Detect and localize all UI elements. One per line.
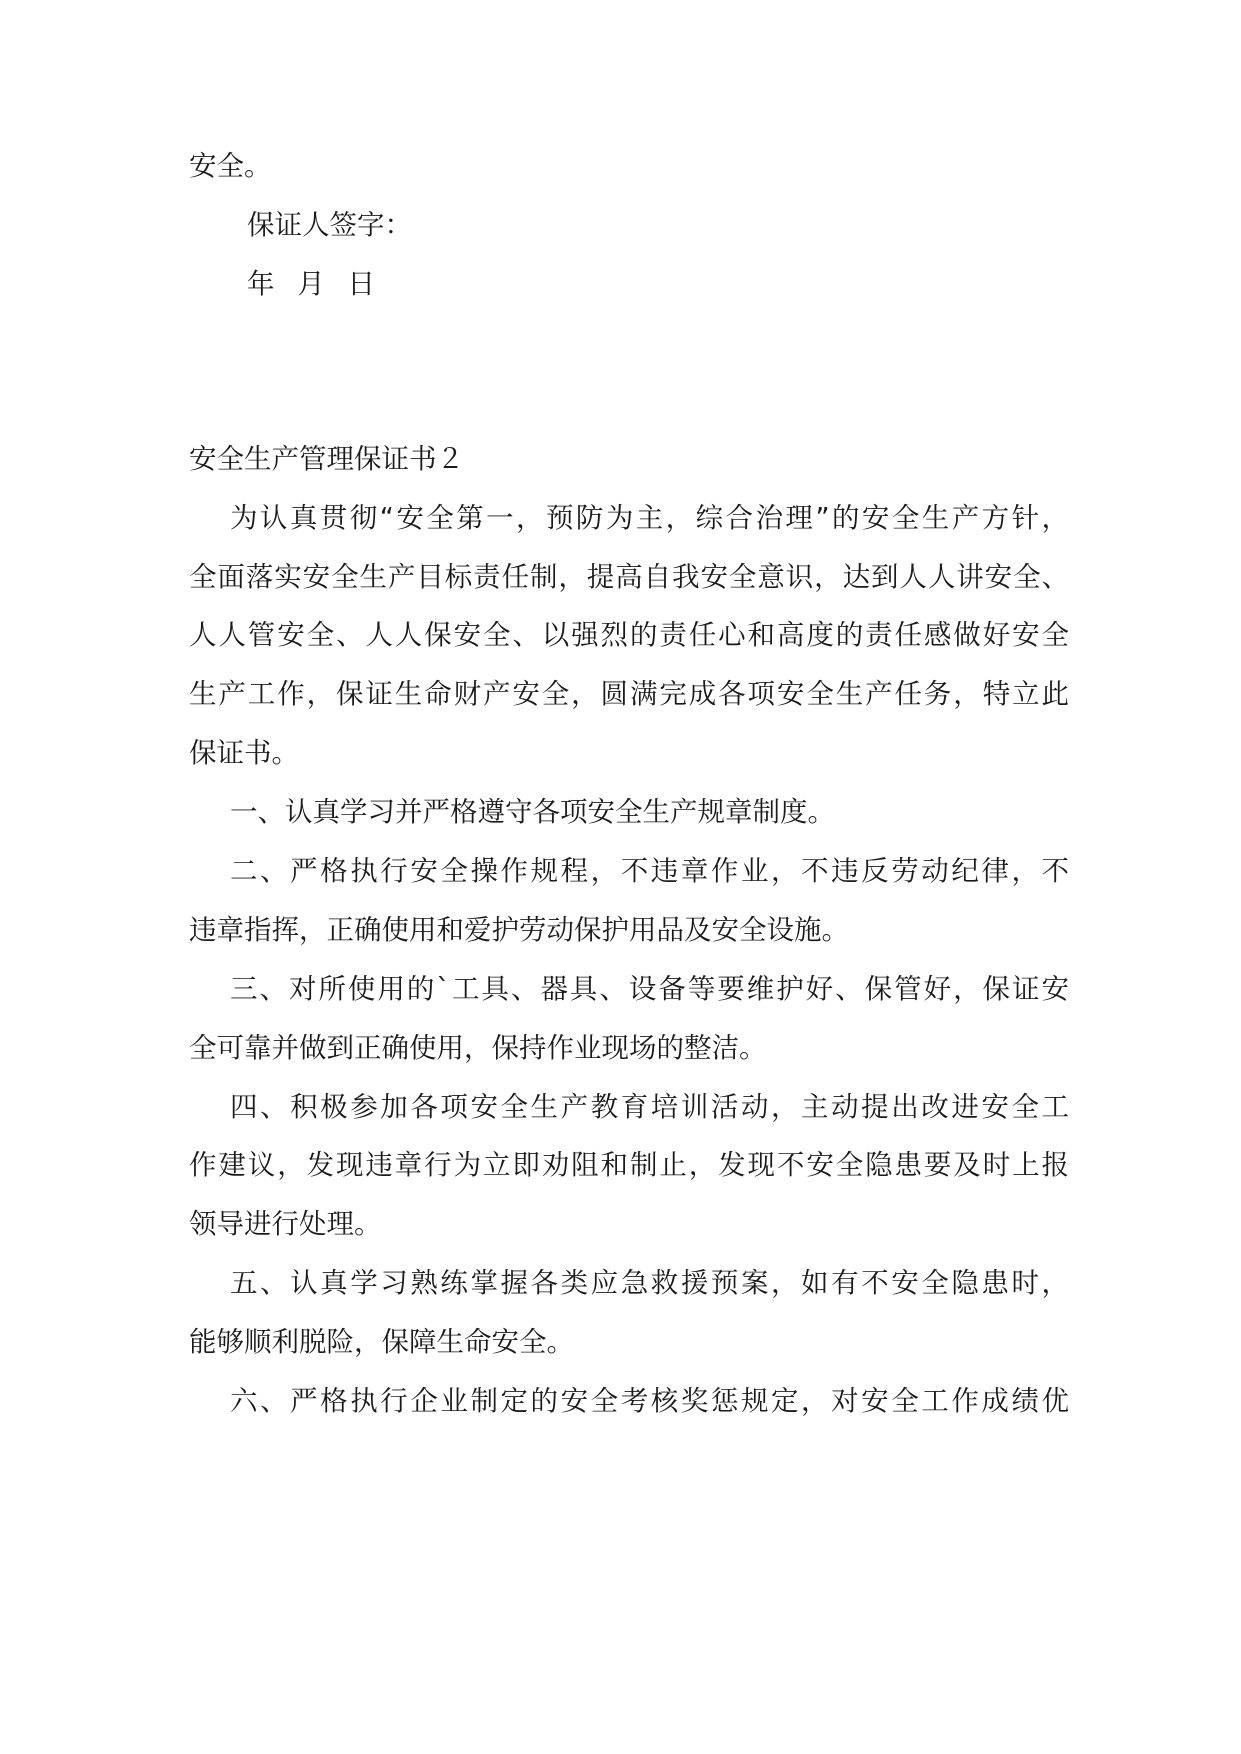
intro-line-2: 全面落实安全生产目标责任制，提高自我安全意识，达到人人讲安全、 [189,561,1069,593]
date-month: 月 [297,268,325,300]
intro-line-4: 生产工作，保证生命财产安全，圆满完成各项安全生产任务，特立此 [189,678,1069,710]
item-5-line-1: 五、认真学习熟练掌握各类应急救援预案，如有不安全隐患时， [230,1267,1069,1299]
intro-line-5: 保证书。 [189,737,299,769]
date-day: 日 [347,268,375,300]
item-2-line-2: 违章指挥，正确使用和爱护劳动保护用品及安全设施。 [189,914,849,946]
item-3-line-2: 全可靠并做到正确使用，保持作业现场的整洁。 [189,1032,767,1064]
item-3-line-1: 三、对所使用的`工具、器具、设备等要维护好、保管好，保证安 [230,973,1069,1005]
item-4-line-1: 四、积极参加各项安全生产教育培训活动，主动提出改进安全工 [230,1091,1069,1123]
closing-fragment: 安全。 [189,150,272,182]
doc2-title: 安全生产管理保证书２ [189,443,464,475]
item-1: 一、认真学习并严格遵守各项安全生产规章制度。 [230,796,835,828]
item-4-line-2: 作建议，发现违章行为立即劝阻和制止，发现不安全隐患要及时上报 [189,1149,1069,1181]
date-line [247,264,1127,304]
intro-line-1: 为认真贯彻“安全第一，预防为主，综合治理”的安全生产方针， [230,502,1069,534]
item-6-line-1: 六、严格执行企业制定的安全考核奖惩规定，对安全工作成绩优 [230,1385,1069,1417]
item-5-line-2: 能够顺利脱险，保障生命安全。 [189,1326,574,1358]
item-4-line-3: 领导进行处理。 [189,1208,382,1240]
item-2-line-1: 二、严格执行安全操作规程，不违章作业，不违反劳动纪律，不 [230,855,1069,887]
signature-label: 保证人签字： [247,209,412,241]
intro-line-3: 人人管安全、人人保安全、以强烈的责任心和高度的责任感做好安全 [189,619,1069,651]
date-year: 年 [247,268,275,300]
